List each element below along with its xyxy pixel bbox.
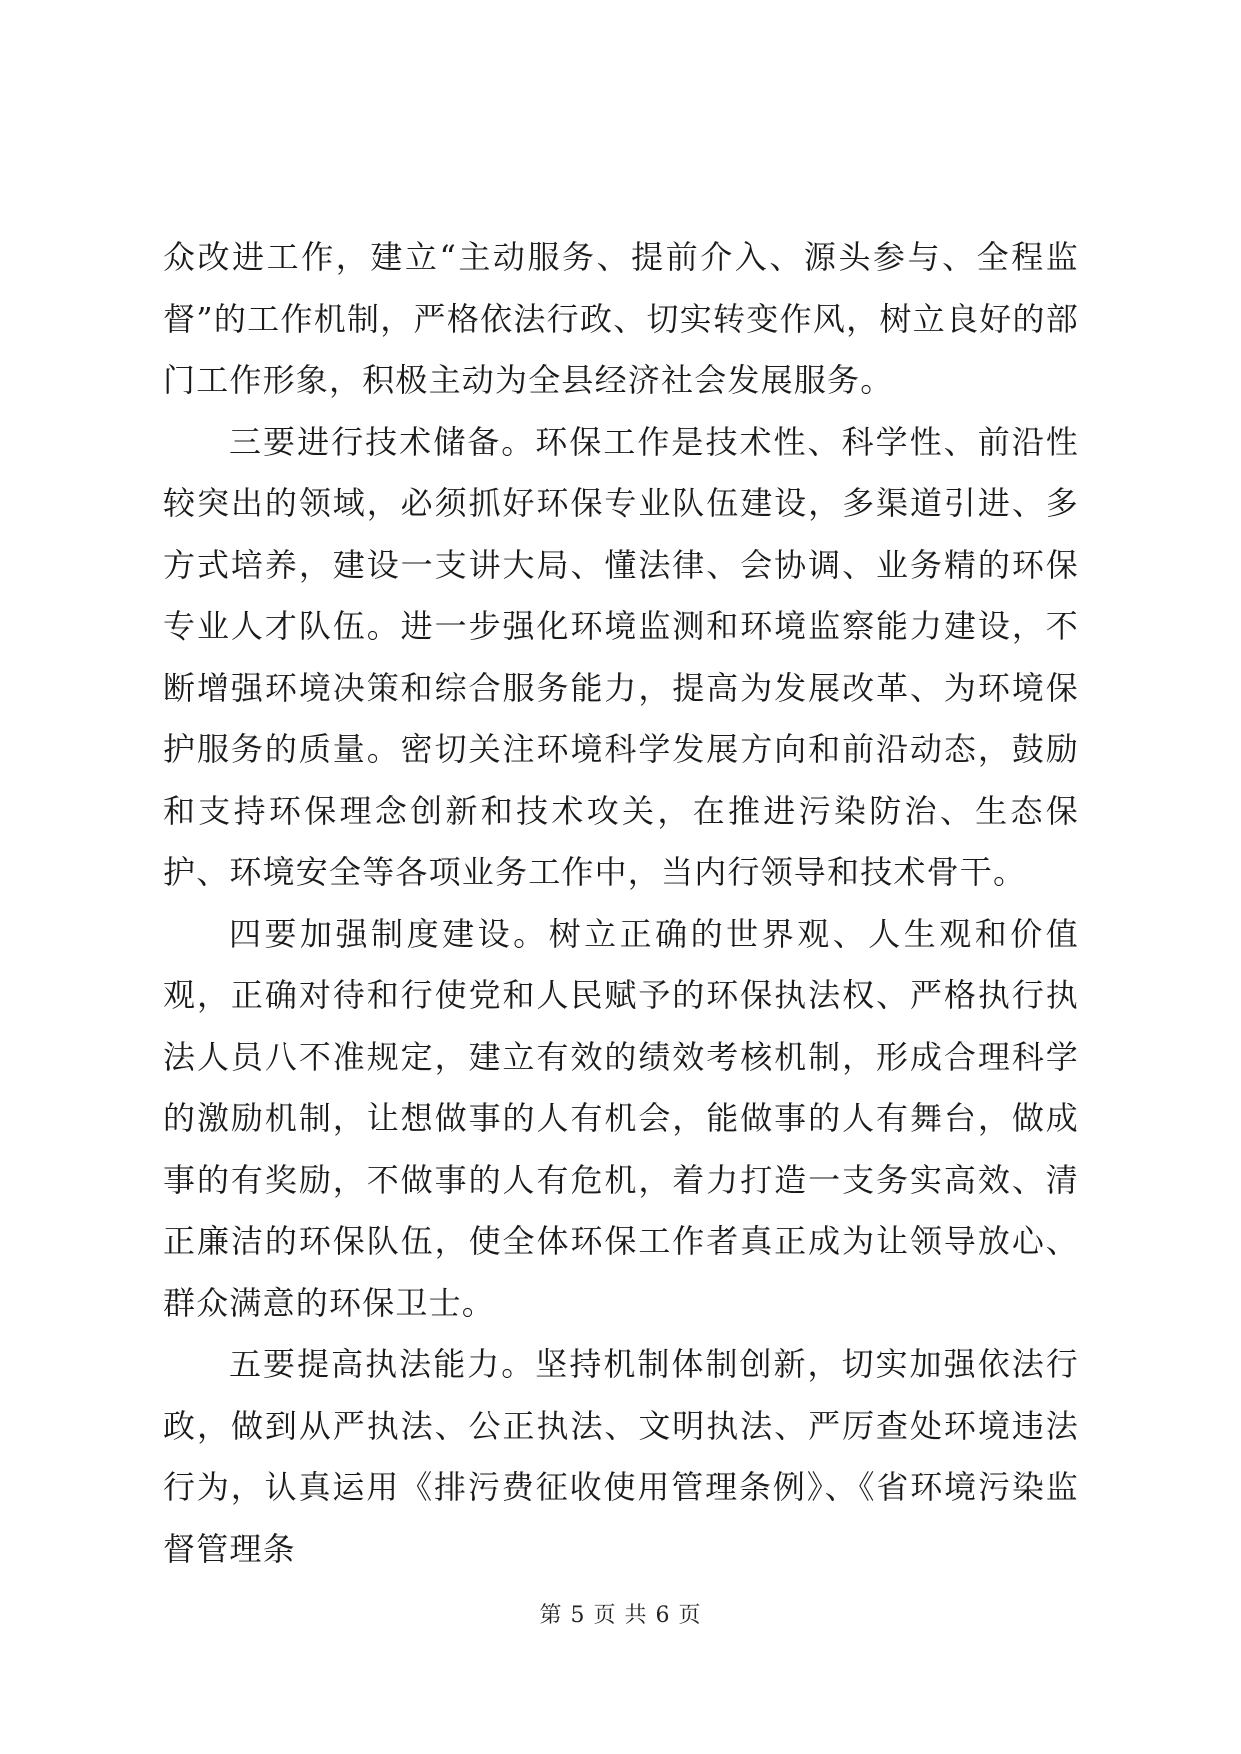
- paragraph-technical-reserve: 三要进行技术储备。环保工作是技术性、科学性、前沿性较突出的领域，必须抓好环保专业队伍建设，多渠道引进、多方式培养，建设一支讲大局、懂法律、会协调、业务精的环保专业人才队伍。进一步强化环境监测和环境监察能力建设，不断增强环境决策和综合服务能力，提高为发展改革、为环境保护服务的质量。密切关注环境科学发展方向和前沿动态，鼓励和支持环保理念创新和技术攻关，在推进污染防治、生态保护、环境安全等各项业务工作中，当内行领导和技术骨干。: [163, 422, 1079, 891]
- paragraph-enforcement-capability: 五要提高执法能力。坚持机制体制创新，切实加强依法行政，做到从严执法、公正执法、文明执法、严厉查处环境违法行为，认真运用《排污费征收使用管理条例》、《省环境污染监督管理条: [163, 1345, 1079, 1568]
- paragraph-system-building: 四要加强制度建设。树立正确的世界观、人生观和价值观，正确对待和行使党和人民赋予的环保执法权、严格执行执法人员八不准规定，建立有效的绩效考核机制，形成合理科学的激励机制，让想做事的人有机会，能做事的人有舞台，做成事的有奖励，不做事的人有危机，着力打造一支务实高效、清正廉洁的环保队伍，使全体环保工作者真正成为让领导放心、群众满意的环保卫士。: [163, 914, 1079, 1322]
- paragraph-continuation: 众改进工作，建立“主动服务、提前介入、源头参与、全程监督”的工作机制，严格依法行政、切实转变作风，树立良好的部门工作形象，积极主动为全县经济社会发展服务。: [163, 238, 1079, 399]
- page-number-footer: 第 5 页 共 6 页: [539, 1603, 702, 1628]
- document-body: [163, 227, 1079, 1580]
